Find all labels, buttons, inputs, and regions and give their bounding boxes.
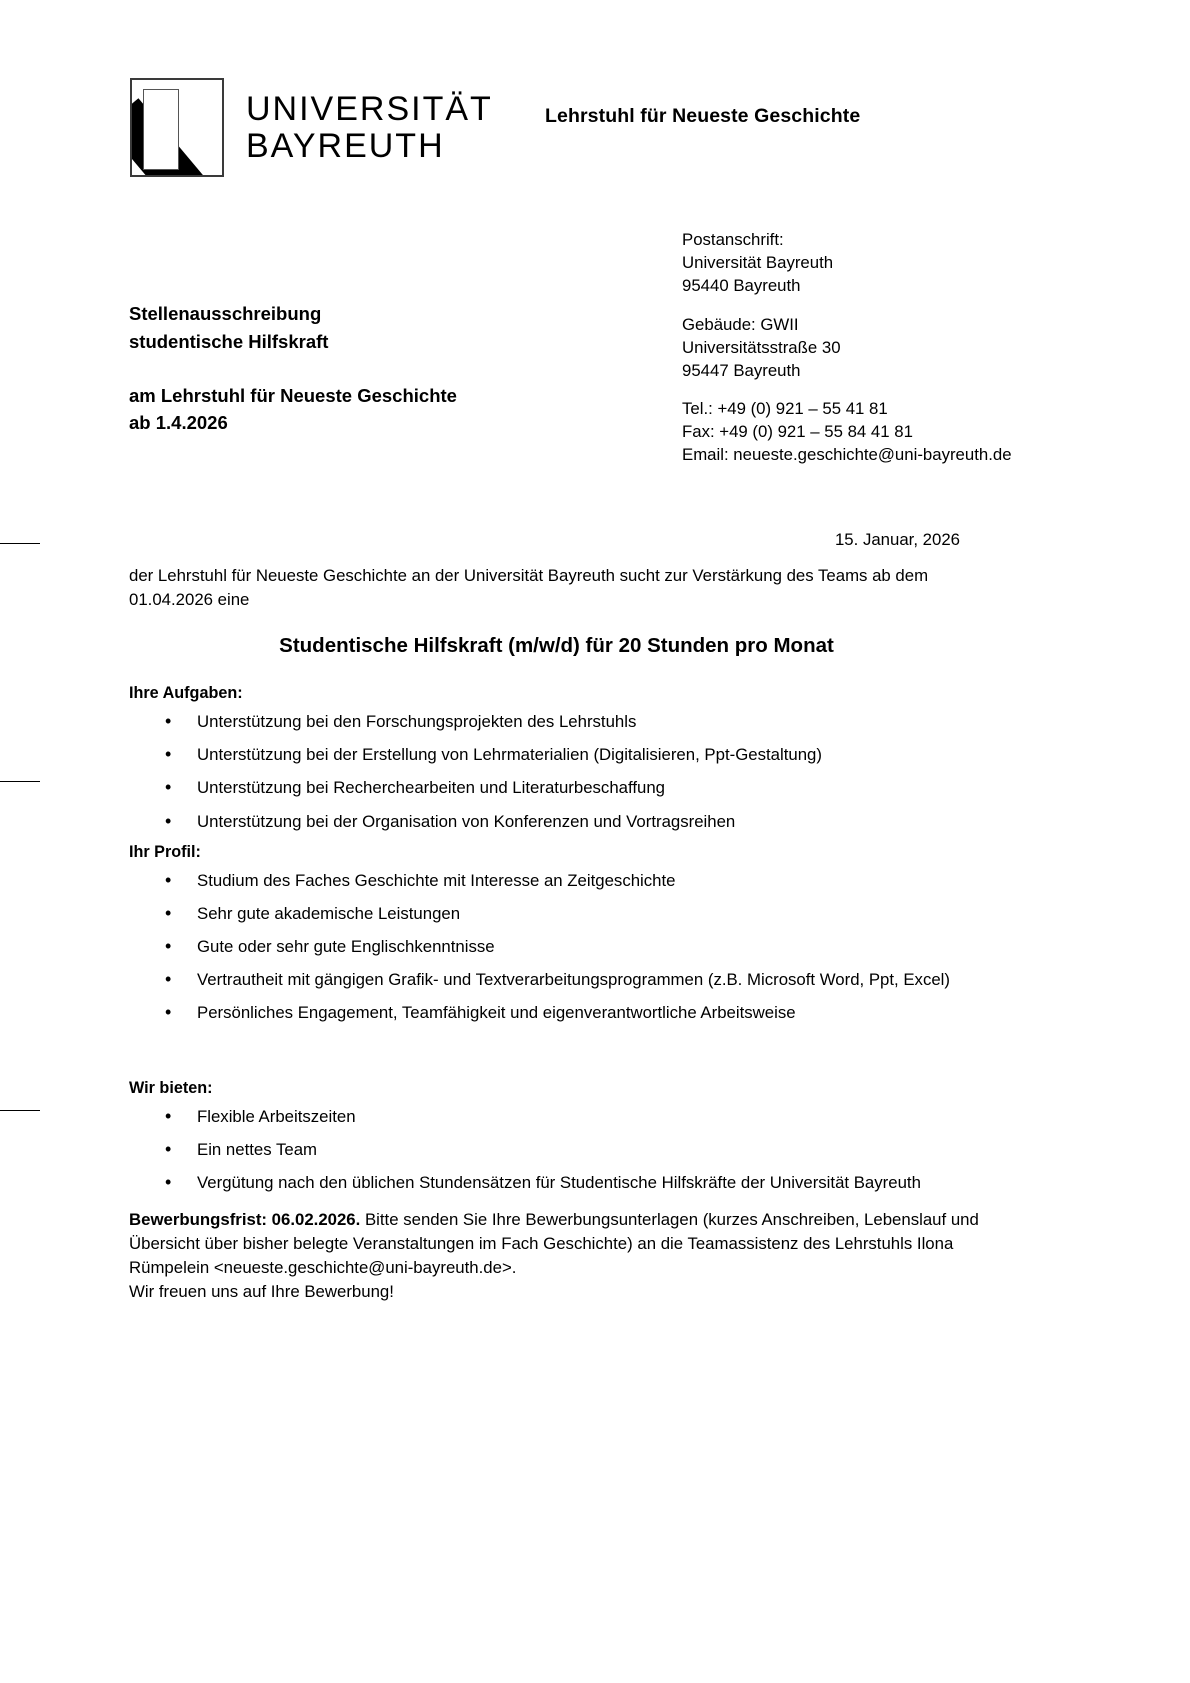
contact-group-building [682,313,1082,383]
section-heading: Ihre Aufgaben: [129,684,243,702]
contact-line: Universitätsstraße 30 [682,337,841,357]
section-gap [129,1035,979,1075]
list-item: • Unterstützung bei der Erstellung von Lehrmaterialien (Digitalisieren, Ppt-Gestaltung) [129,743,979,766]
logo-inner-rect-shape [143,89,179,170]
contact-line-fax: Fax: +49 (0) 921 – 55 84 41 81 [682,422,913,442]
logo-line-bayreuth: BAYREUTH [246,126,445,165]
contact-block [682,228,1082,467]
bullet-list [129,710,979,833]
university-logo-text [246,91,493,164]
doc-title-line-4: ab 1.4.2026 [129,412,228,434]
margin-tick-mark [0,543,40,544]
university-logo [130,78,493,177]
contact-line: 95440 Bayreuth [682,276,801,296]
doc-title-spacer [129,356,599,382]
university-bayreuth-logo-icon [130,78,224,177]
list-item: • Studium des Faches Geschichte mit Interesse an Zeitgeschichte [129,869,979,892]
document-body [129,680,979,1303]
chair-title: Lehrstuhl für Neueste Geschichte [545,105,861,127]
margin-tick-mark [0,1110,40,1111]
contact-line: Universität Bayreuth [682,253,834,273]
doc-title-line-1: Stellenausschreibung [129,303,322,324]
list-item: • Vergütung nach den üblichen Stundensätzen für Studentische Hilfskräfte der Universität Bayreuth [129,1171,979,1194]
list-item: • Flexible Arbeitszeiten [129,1105,979,1128]
document-header [130,78,1060,188]
contact-line-tel: Tel.: +49 (0) 921 – 55 41 81 [682,399,888,419]
document-date: 15. Januar, 2026 [834,530,960,549]
list-item: • Vertrautheit mit gängigen Grafik- und Textverarbeitungsprogrammen (z.B. Microsoft Word, Ppt, Excel) [129,968,979,991]
list-item: • Unterstützung bei den Forschungsprojekten des Lehrstuhls [129,710,979,733]
bullet-list [129,1105,979,1195]
doc-title-line-2: studentische Hilfskraft [129,330,329,352]
logo-line-universitaet: UNIVERSITÄT [246,89,493,128]
section-wir-bieten [129,1079,979,1195]
margin-tick-mark [0,781,40,782]
bullet-list [129,869,979,1025]
contact-group-postal [682,228,1082,298]
application-deadline: Bewerbungsfrist: 06.02.2026. [129,1210,361,1230]
list-item: • Sehr gute akademische Leistungen [129,902,979,925]
list-item: • Persönliches Engagement, Teamfähigkeit und eigenverantwortliche Arbeitsweise [129,1001,979,1024]
section-heading: Wir bieten: [129,1078,213,1097]
section-heading: Ihr Profil: [129,842,201,861]
list-item: • Unterstützung bei der Organisation von Konferenzen und Vortragsreihen [129,810,979,833]
closing-farewell: Wir freuen uns auf Ihre Bewerbung! [129,1281,394,1301]
contact-line: Postanschrift: [682,230,784,249]
closing-paragraph [129,1208,979,1303]
contact-group-telecom [682,397,1082,467]
page-title [129,300,599,437]
list-item: • Gute oder sehr gute Englischkenntnisse [129,935,979,958]
section-aufgaben [129,684,979,833]
intro-paragraph: der Lehrstuhl für Neueste Geschichte an der Universität Bayreuth sucht zur Verstärkung des Teams ab dem 01.04.2026 eine [129,566,929,609]
section-profil [129,843,979,1025]
job-headline: Studentische Hilfskraft (m/w/d) für 20 Stunden pro Monat [279,634,834,657]
contact-line-email: Email: neueste.geschichte@uni-bayreuth.de [682,445,1012,465]
doc-title-line-3: am Lehrstuhl für Neueste Geschichte [129,384,457,406]
contact-line: 95447 Bayreuth [682,360,801,380]
list-item: • Unterstützung bei Recherchearbeiten und Literaturbeschaffung [129,776,979,799]
closing-text: Bitte senden Sie Ihre Bewerbungsunterlagen (kurzes Anschreiben, Lebenslauf und Übersicht über bisher belegte Veranstaltungen im Fach Geschichte) an die Teamassistenz des Lehrstuhls Ilona Rümpelein <neueste.geschichte@uni-bayreuth.de>. [129,1210,979,1277]
list-item: • Ein nettes Team [129,1138,979,1161]
contact-line: Gebäude: GWII [682,314,799,334]
